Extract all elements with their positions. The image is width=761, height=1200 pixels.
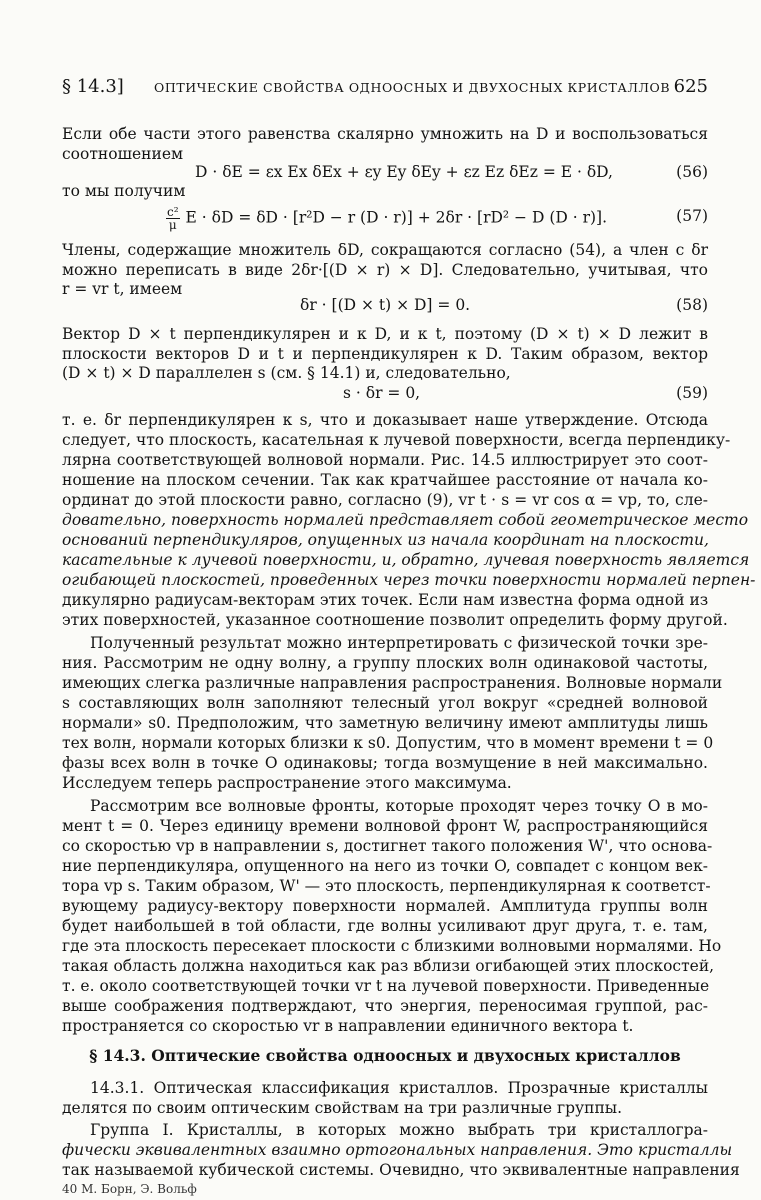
- text-line: довательно, поверхность нормалей представляет собой геометрическое место: [62, 511, 749, 529]
- text-line: фически эквивалентных взаимно ортогональных направления. Это кристаллы: [62, 1141, 733, 1159]
- text-line: s составляющих волн заполняют телесный угол вокруг «средней волновой: [62, 694, 708, 712]
- text-line: пространяется со скоростью vr в направлении единичного вектора t.: [62, 1017, 634, 1035]
- text-line: то мы получим: [62, 182, 186, 200]
- fraction-denominator: μ: [168, 218, 177, 232]
- text-line: Рассмотрим все волновые фронты, которые проходят через точку O в мо-: [90, 797, 708, 815]
- equation-number: (57): [676, 207, 708, 225]
- text-line: такая область должна находиться как раз вблизи огибающей этих плоскостей,: [62, 957, 715, 975]
- text-line: со скоростью vp в направлении s, достигнет такого положения W', что основа-: [62, 837, 713, 855]
- text-line: где эта плоскость пересекает плоскости с близкими волновыми нормалями. Но: [62, 937, 722, 955]
- text-line: (D × t) × D параллелен s (см. § 14.1) и, следовательно,: [62, 364, 511, 382]
- text-line: можно переписать в виде 2δr·[(D × r) × D]. Следовательно, учитывая, что: [62, 261, 708, 279]
- text-line: выше соображения подтверждают, что энергия, переносимая группой, рас-: [62, 997, 708, 1015]
- equation-number: (58): [676, 296, 708, 314]
- equation-number: (56): [676, 163, 708, 181]
- fraction: [166, 206, 180, 231]
- page-number: 625: [673, 76, 708, 97]
- text-line: делятся по своим оптическим свойствам на три различные группы.: [62, 1099, 623, 1117]
- equation-57: [166, 206, 607, 231]
- text-line: огибающей плоскостей, проведенных через точки поверхности нормалей перпен-: [62, 571, 756, 589]
- text-line: следует, что плоскость, касательная к лучевой поверхности, всегда перпендику-: [62, 431, 731, 449]
- text-line: r = vr t, имеем: [62, 280, 183, 298]
- text-line: Вектор D × t перпендикулярен и к D, и к t, поэтому (D × t) × D лежит в: [62, 325, 708, 343]
- text-line: Если обе части этого равенства скалярно умножить на D и воспользоваться: [62, 125, 708, 143]
- text-line: фазы всех волн в точке O одинаковы; тогда возмущение в ней максимально.: [62, 754, 708, 772]
- text-line: мент t = 0. Через единицу времени волновой фронт W, распространяющийся: [62, 817, 708, 835]
- equation-56: D · δE = εx Ex δEx + εy Ey δEy + εz Ez δEz = E · δD,: [195, 163, 613, 181]
- text-line: этих поверхностей, указанное соотношение позволит определить форму другой.: [62, 611, 728, 629]
- text-line: касательные к лучевой поверхности, и, обратно, лучевая поверхность является: [62, 551, 750, 569]
- text-line: будет наибольшей в той области, где волны усиливают друг друга, т. е. там,: [62, 917, 708, 935]
- text-line: имеющих слегка различные направления распространения. Волновые нормали: [62, 674, 723, 692]
- equation-number: (59): [676, 384, 708, 402]
- text-line: ние перпендикуляра, опущенного на него из точки O, совпадет с концом век-: [62, 857, 708, 875]
- text-line: ношение на плоском сечении. Так как кратчайшее расстояние от начала ко-: [62, 471, 708, 489]
- text-line: Полученный результат можно интерпретировать с физической точки зре-: [90, 634, 708, 652]
- text-line: Группа I. Кристаллы, в которых можно выбрать три кристаллогра-: [90, 1121, 708, 1139]
- header-title: ОПТИЧЕСКИЕ СВОЙСТВА ОДНООСНЫХ И ДВУХОСНЫХ КРИСТАЛЛОВ: [154, 80, 671, 95]
- text-line: 14.3.1. Оптическая классификация кристаллов. Прозрачные кристаллы: [90, 1079, 708, 1097]
- equation-58: δr · [(D × t) × D] = 0.: [300, 296, 471, 314]
- text-line: плоскости векторов D и t и перпендикулярен к D. Таким образом, вектор: [62, 345, 708, 363]
- header-section: § 14.3]: [62, 76, 124, 97]
- text-line: так называемой кубической системы. Очевидно, что эквивалентные направления: [62, 1161, 740, 1179]
- section-heading: § 14.3. Оптические свойства одноосных и двухосных кристаллов: [89, 1046, 681, 1065]
- text-line: дикулярно радиусам-векторам этих точек. Если нам известна форма одной из: [62, 591, 709, 609]
- text-line: т. е. около соответствующей точки vr t на лучевой поверхности. Приведенные: [62, 977, 710, 995]
- text-line: оснований перпендикуляров, опущенных из начала координат на плоскости,: [62, 531, 709, 549]
- text-line: соотношением: [62, 145, 184, 163]
- text-line: вующему радиусу-вектору поверхности нормалей. Амплитуда группы волн: [62, 897, 708, 915]
- text-line: Исследуем теперь распространение этого максимума.: [62, 774, 512, 792]
- running-header: [62, 76, 708, 100]
- text-line: Члены, содержащие множитель δD, сокращаются согласно (54), а член с δr: [62, 241, 708, 259]
- text-line: лярна соответствующей волновой нормали. Рис. 14.5 иллюстрирует это соот-: [62, 451, 708, 469]
- equation-57-body: E · δD = δD · [r²D − r (D · r)] + 2δr · [rD² − D (D · r)].: [185, 208, 608, 227]
- page-footer: 40 М. Борн, Э. Вольф: [62, 1182, 197, 1196]
- equation-59: s · δr = 0,: [343, 384, 421, 402]
- text-line: ординат до этой плоскости равно, согласно (9), vr t · s = vr cos α = vp, то, сле-: [62, 491, 708, 509]
- text-line: тора vp s. Таким образом, W' — это плоскость, перпендикулярная к соответст-: [62, 877, 711, 895]
- fraction-numerator: c²: [167, 205, 179, 219]
- text-line: нормали» s0. Предположим, что заметную величину имеют амплитуды лишь: [62, 714, 708, 732]
- text-line: ния. Рассмотрим не одну волну, а группу плоских волн одинаковой частоты,: [62, 654, 708, 672]
- text-line: т. е. δr перпендикулярен к s, что и доказывает наше утверждение. Отсюда: [62, 411, 708, 429]
- text-line: тех волн, нормали которых близки к s0. Допустим, что в момент времени t = 0: [62, 734, 714, 752]
